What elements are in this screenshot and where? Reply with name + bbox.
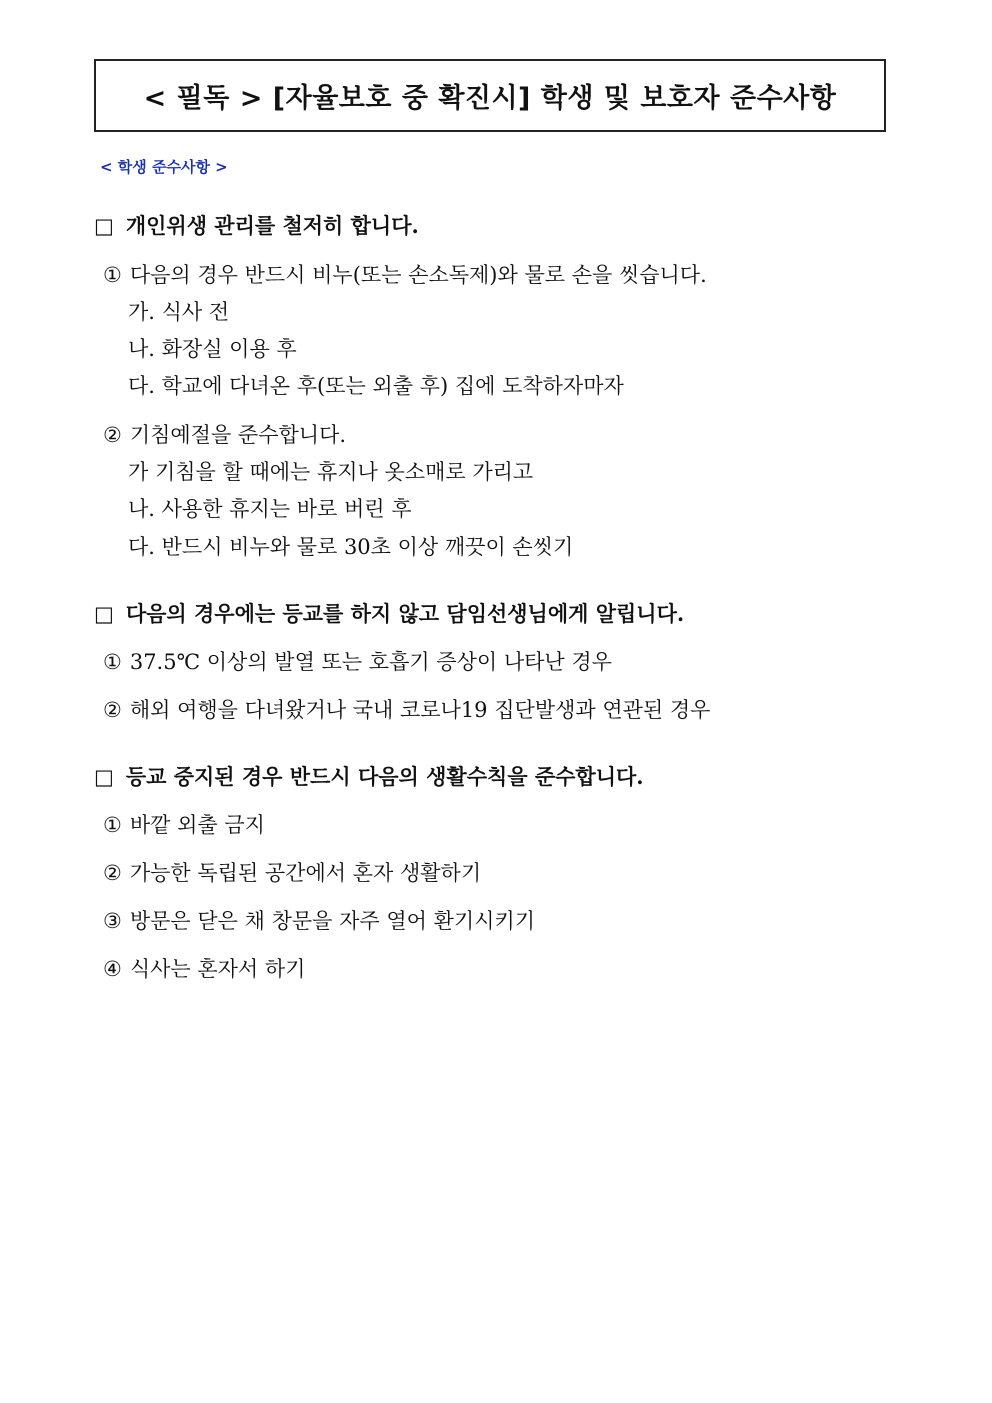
item-text: 37.5℃ 이상의 발열 또는 호흡기 증상이 나타난 경우 [129,650,612,674]
checkbox-icon: □ [94,765,114,789]
list-item [103,860,481,886]
section-heading-text: 등교 중지된 경우 반드시 다음의 생활수칙을 준수합니다. [125,764,644,789]
title-box [94,59,886,132]
checkbox-icon: □ [94,214,114,238]
sub-item: 가. 식사 전 [128,300,230,324]
sub-item: 다. 반드시 비누와 물로 30초 이상 깨끗이 손씻기 [128,535,574,559]
item-text: 가능한 독립된 공간에서 혼자 생활하기 [129,861,482,885]
sub-item: 나. 화장실 이용 후 [128,337,297,361]
item-text: 바깥 외출 금지 [129,813,265,837]
item-number: ④ [103,957,122,981]
item-text: 다음의 경우 반드시 비누(또는 손소독제)와 물로 손을 씻습니다. [129,263,707,287]
section-heading-attendance [94,601,684,627]
item-number: ② [103,861,122,885]
list-item [103,812,265,838]
item-text: 해외 여행을 다녀왔거나 국내 코로나19 집단발생과 연관된 경우 [129,698,711,722]
item-number: ③ [103,909,122,933]
page-title: < 필독 > [자율보호 중 확진시] 학생 및 보호자 준수사항 [143,83,837,114]
sub-item: 나. 사용한 휴지는 바로 버린 후 [128,497,412,521]
item-number: ① [103,813,122,837]
list-item [103,956,305,982]
sub-item: 다. 학교에 다녀온 후(또는 외출 후) 집에 도착하자마자 [128,374,624,398]
item-number: ① [103,650,122,674]
item-number: ② [103,423,122,447]
item-number: ② [103,698,122,722]
item-text: 식사는 혼자서 하기 [129,957,306,981]
section-heading-text: 다음의 경우에는 등교를 하지 않고 담임선생님에게 알립니다. [125,601,685,626]
section-heading-suspension [94,764,644,790]
list-item [103,262,707,288]
section-heading-text: 개인위생 관리를 철저히 합니다. [125,213,419,238]
list-item [103,649,612,675]
sub-item: 가 기침을 할 때에는 휴지나 옷소매로 가리고 [128,460,534,484]
section-heading-hygiene [94,213,419,239]
item-number: ① [103,263,122,287]
list-item [103,422,346,448]
item-text: 기침예절을 준수합니다. [129,423,347,447]
student-rules-subheading: < 학생 준수사항 > [100,158,228,176]
item-text: 방문은 닫은 채 창문을 자주 열어 환기시키기 [129,909,536,933]
list-item [103,908,535,934]
checkbox-icon: □ [94,602,114,626]
list-item [103,697,710,723]
